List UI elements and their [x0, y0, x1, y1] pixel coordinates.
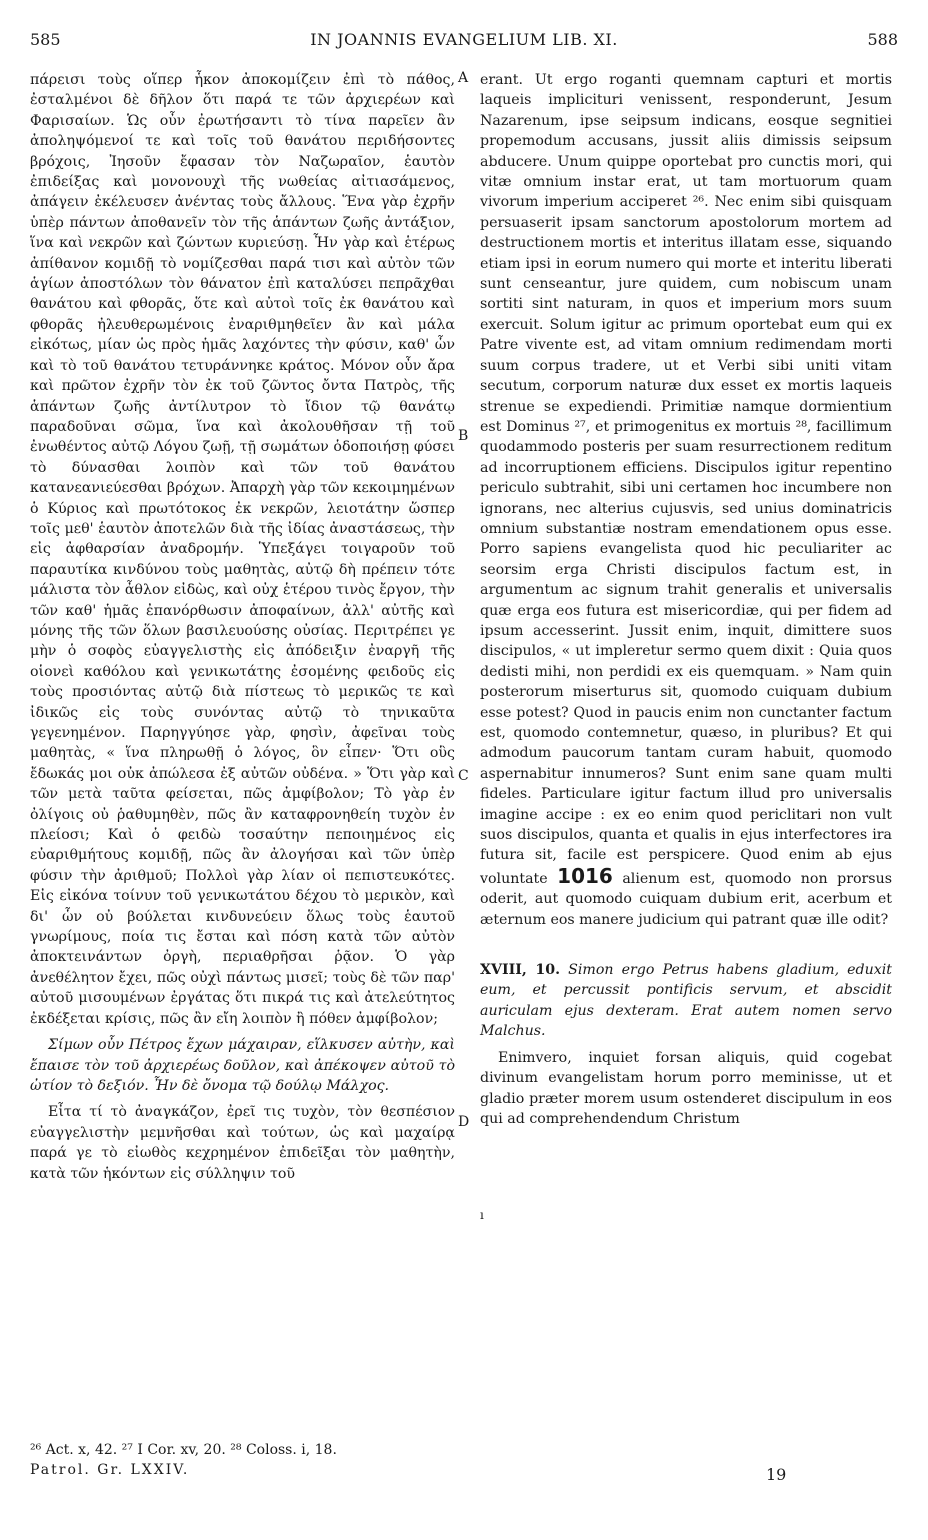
latin-text-a: erant. Ut ergo roganti quemnam capturi et mortis laqueis implicituri venissent, responderunt, Jesum Nazarenum, ipse seipsum indicans, eosque segnitiei propemodum accusans, jussit aliis dimissis seipsum abducere. Unum quippe oportebat pro cunctis mori, qui vitæ omnium instar erat, ut tam mortuorum quam vivorum imperium acciperet ²⁶. Nec enim sibi quisquam persuaserit ipsam sanctorum apostolorum mortem ad destructionem mortis et interitus illatam esse, siquando etiam ipsi in eorum numero qui morte et interitu liberati sunt censeantur, jure quidem, cum nobiscum unam sortiti sint naturam, in quos et imperium mors suum exercuit. Solum igitur ac primum oportebat eum qui ex Patre vivente est, ad vitam omnium redimendam morti suum corpus tradere, ut et Verbi sibi uniti vitam secutum, corporum naturæ dux esset ex mortis laqueis strenue se expediendi. Primitiæ namque dormientium est Dominus ²⁷, et primogenitus ex mortuis ²⁸, facillimum quodammodo posteris per suam resurrectionem reditum ad incorruptionem efficiens. Discipulos igitur repentino periculo subtrahit, sibi uni certamen hoc incumbere non ignorans, nec alterius cujusvis, sed unius dominatricis omnium substantiæ nostram emendationem opus esse. Porro sapiens evangelista quod hic peculiariter ac seorsim erga Christi discipulos factum est, in argumentum ac signum trahit generalis et universalis quæ erga eos futura est misericordiæ, qui per fidem ad ipsum accesserint. Jussit enim, inquit, dimittere suos discipulos, « ut impleretur sermo quem dixit : Quia quos dedisti mihi, non perdidi ex eis quemquam. » Nam quin posterorum miserturus sit, quomodo cuiquam dubium esse potest? Quod in paucis enim non cunctanter factum est, quomodo contemnetur, quæso, in pluribus? Et qui admodum paucorum tantam curam habuit, quomodo aspernabitur innumeros? Sunt enim sane quam multi fideles. Particulare igitur factum illud pro universalis imagine accipe : ex eo enim quod periclitari non vult suos discipulos, quanta et qualis in ejus interfectores ira futura sit, facile est perspicere. Quod enim ab ejus voluntate [480, 72, 892, 887]
signature-mark: 19 [766, 1465, 787, 1484]
margin-letter-b: B [458, 428, 469, 444]
running-title: IN JOANNIS EVANGELIUM LIB. XI. [310, 30, 618, 49]
patrologia-signature: Patrol. Gr. LXXIV. [30, 1462, 190, 1478]
running-header [30, 30, 898, 54]
footnotes [30, 1440, 510, 1480]
latin-lemma: Simon ergo Petrus habens gladium, eduxit eum, et percussit pontificis servum, et abscidit auriculam ejus dexteram. Erat autem nomen servo Malchus. [480, 962, 892, 1040]
margin-letter-c: C [458, 768, 469, 784]
latin-column [480, 70, 892, 1135]
latin-lemma-block [480, 960, 892, 1042]
greek-lemma: Σίμων οὖν Πέτρος ἔχων μάχαιραν, εἵλκυσεν αὐτὴν, καὶ ἔπαισε τὸν τοῦ ἀρχιερέως δοῦλον, καὶ ἀπέκοψεν αὐτοῦ τὸ ὠτίον τὸ δεξιόν. Ἦν δὲ ὄνομα τῷ δούλῳ Μάλχος. [30, 1037, 455, 1094]
greek-column [30, 70, 455, 1190]
greek-paragraph: πάρεισι τοὺς οἵπερ ἧκον ἀποκομίζειν ἐπὶ τὸ πάθος, ἐσταλμένοι δὲ δῆλον ὅτι παρά τε τῶν ἀρχιερέων καὶ Φαρισαίων. Ὡς οὖν ἐρωτήσαντι τὸ τίνα παρεῖεν ἂν ἀποληψόμενοί τε καὶ τοῖς τοῦ θανάτου περιδήσοντες βρόχοις, Ἰησοῦν ἔφασαν τὸν Ναζωραῖον, ἑαυτὸν ἐπιδείξας καὶ μονονουχὶ τῆς νωθείας αἰτιασάμενος, ἀπάγειν ἐκέλευσεν ἀνέντας τοὺς ἄλλους. Ἕνα γὰρ ἐχρῆν ὑπὲρ πάντων ἀποθανεῖν τὸν τῆς ἁπάντων ζωῆς ἀντάξιον, ἵνα καὶ νεκρῶν καὶ ζώντων κυριεύσῃ. Ἦν γὰρ καὶ ἑτέρως ἀπίθανον κομιδῇ τὸ νομίζεσθαι παρά τισι καὶ αὐτὸν τῶν ἁγίων ἀποστόλων τὸν θάνατον ἐπὶ καταλύσει πεπρᾶχθαι θανάτου καὶ φθορᾶς, ὅτε καὶ αὐτοὶ τοῖς ἐκ θανάτου καὶ φθορᾶς ἠλευθερωμένοις ἐναριθμηθεῖεν ἂν καὶ μάλα εἰκότως, μίαν ὡς πρὸς ἡμᾶς λαχόντες τὴν φύσιν, καθ' ὧν καὶ τὸ τοῦ θανάτου τετυράννηκε κράτος. Μόνον οὖν ἄρα καὶ πρῶτον ἐχρῆν τὸν ἐκ τοῦ ζῶντος ὄντα Πατρὸς, τῆς ἁπάντων ζωῆς ἀντίλυτρον τὸ ἴδιον τῷ θανάτῳ παραδοῦναι σῶμα, ἵνα καὶ ἀκολουθῆσαν τῇ τοῦ ἐνωθέντος αὐτῷ Λόγου ζωῇ, τῇ σωμάτων ὁδοποιήσῃ φύσει τὸ δύνασθαι λοιπὸν καὶ τῶν τοῦ θανάτου κατανεανιεύεσθαι βρόχων. Ἀπαρχὴ γὰρ τῶν κεκοιμημένων ὁ Κύριος καὶ πρωτότοκος ἐκ νεκρῶν, λειοτάτην ὥσπερ τοῖς μεθ' ἑαυτὸν ἀποτελῶν διὰ τῆς ἰδίας ἀναστάσεως, τὴν εἰς ἀφθαρσίαν ἀναδρομήν. Ὑπεξάγει τοιγαροῦν τοῦ παραυτίκα κινδύνου τοὺς μαθητὰς, αὐτῷ δὴ πρέπειν τότε μάλιστα τὸν ἆθλον εἰδὼς, καὶ οὐχ ἑτέρου τινὸς ἔργον, τὴν τῶν καθ' ἡμᾶς ἐπανόρθωσιν ἀποφαίνων, ἀλλ' αὐτῆς καὶ μόνης τῆς τῶν ὅλων βασιλευούσης οὐσίας. Περιτρέπει γε μὴν ὁ σοφὸς εὐαγγελιστὴς εἰς ἀπόδειξιν ἐναργῆ τῆς οἱονεὶ καθόλου καὶ γενικωτάτης ἐσομένης φειδοῦς εἰς τοὺς προσιόντας αὐτῷ διὰ πίστεως τὸ μερικῶς τε καὶ ἰδικῶς εἰς τοὺς συνόντας αὐτῷ τὸ τηνικαῦτα γεγενημένον. Παρηγγύησε γὰρ, φησὶν, ἀφεῖναι τοὺς μαθητὰς, « ἵνα πληρωθῇ ὁ λόγος, ὃν εἶπεν· Ὅτι οὓς ἔδωκάς μοι οὐκ ἀπώλεσα ἐξ αὐτῶν οὐδένα. » Ὅτι γὰρ καὶ τῶν μετὰ ταῦτα φείσεται, πῶς ἀμφίβολον; Τὸ γὰρ ἐν ὀλίγοις οὐ ῥαθυμηθὲν, πῶς ἂν καταφρονηθείη τυχὸν ἐν πλείοσι; Καὶ ὁ φειδὼ τοσαύτην πεποιημένος εἰς εὐαριθμήτους κομιδῇ, πῶς ἂν ἀλογήσαι καὶ τῶν ὑπὲρ φύσιν τὴν ἀριθμοῦ; Πολλοὶ γὰρ λίαν οἱ πεπιστευκότες. Εἰς εἰκόνα τοίνυν τοῦ γενικωτάτου δέχου τὸ μερικὸν, καὶ δι' ὧν οὐ βούλεται κινδυνεύειν ὅλως τοὺς ἑαυτοῦ γνωρίμους, ποία τις ἔσται καὶ πόση κατὰ τῶν αὐτὸν ἀποκτεινάντων ὀργὴ, περιαθρῆσαι ῥᾷον. Ὁ γὰρ ἀνεθέλητον ἔχει, πῶς οὐχὶ πάντως μισεῖ; τοὺς δὲ τῶν παρ' αὐτοῦ μισουμένων ἐργάτας ὅτι πικρά τις καὶ ἀτελεύτητος ἐκδέξεται κρίσις, πῶς ἂν εἴη λοιπὸν ἢ πόθεν ἀμφίβολον; [30, 72, 455, 1027]
margin-letter-a: A [458, 70, 469, 86]
page-number-right: 588 [867, 30, 898, 49]
page-number-left: 585 [30, 30, 61, 49]
lemma-reference: XVIII, 10. [480, 962, 561, 979]
footnote-refs: ²⁶ Act. x, 42. ²⁷ I Cor. xv, 20. ²⁸ Coloss. i, 18. [30, 1442, 337, 1458]
margin-letter-d: D [458, 1114, 470, 1130]
column-number: 1016 [557, 863, 613, 888]
separator-mark: ı [480, 1208, 484, 1222]
greek-paragraph-2: Εἶτα τί τὸ ἀναγκάζον, ἐρεῖ τις τυχὸν, τὸν θεσπέσιον εὐαγγελιστὴν μεμνῆσθαι καὶ τούτων, ὡς καὶ μαχαίρᾳ παρά γε τὸ εἰωθὸς κεχρημένον ἐπιδεῖξαι τὸν μαθητὴν, κατὰ τῶν ἡκόντων εἰς σύλληψιν τοῦ [30, 1104, 455, 1182]
latin-text-b: alienum est, quomodo non prorsus oderit, aut quomodo cuiquam dubium erit, acerbum et æternum eos manere judicium qui patrant quæ ille odit? [480, 870, 893, 928]
latin-paragraph [480, 70, 892, 930]
latin-paragraph-2: Enimvero, inquiet forsan aliquis, quid cogebat divinum evangelistam horum porro meminisse, ut et gladio præter morem usum ostenderet discipulum in eos qui ad comprehendendum Christum [480, 1049, 892, 1127]
